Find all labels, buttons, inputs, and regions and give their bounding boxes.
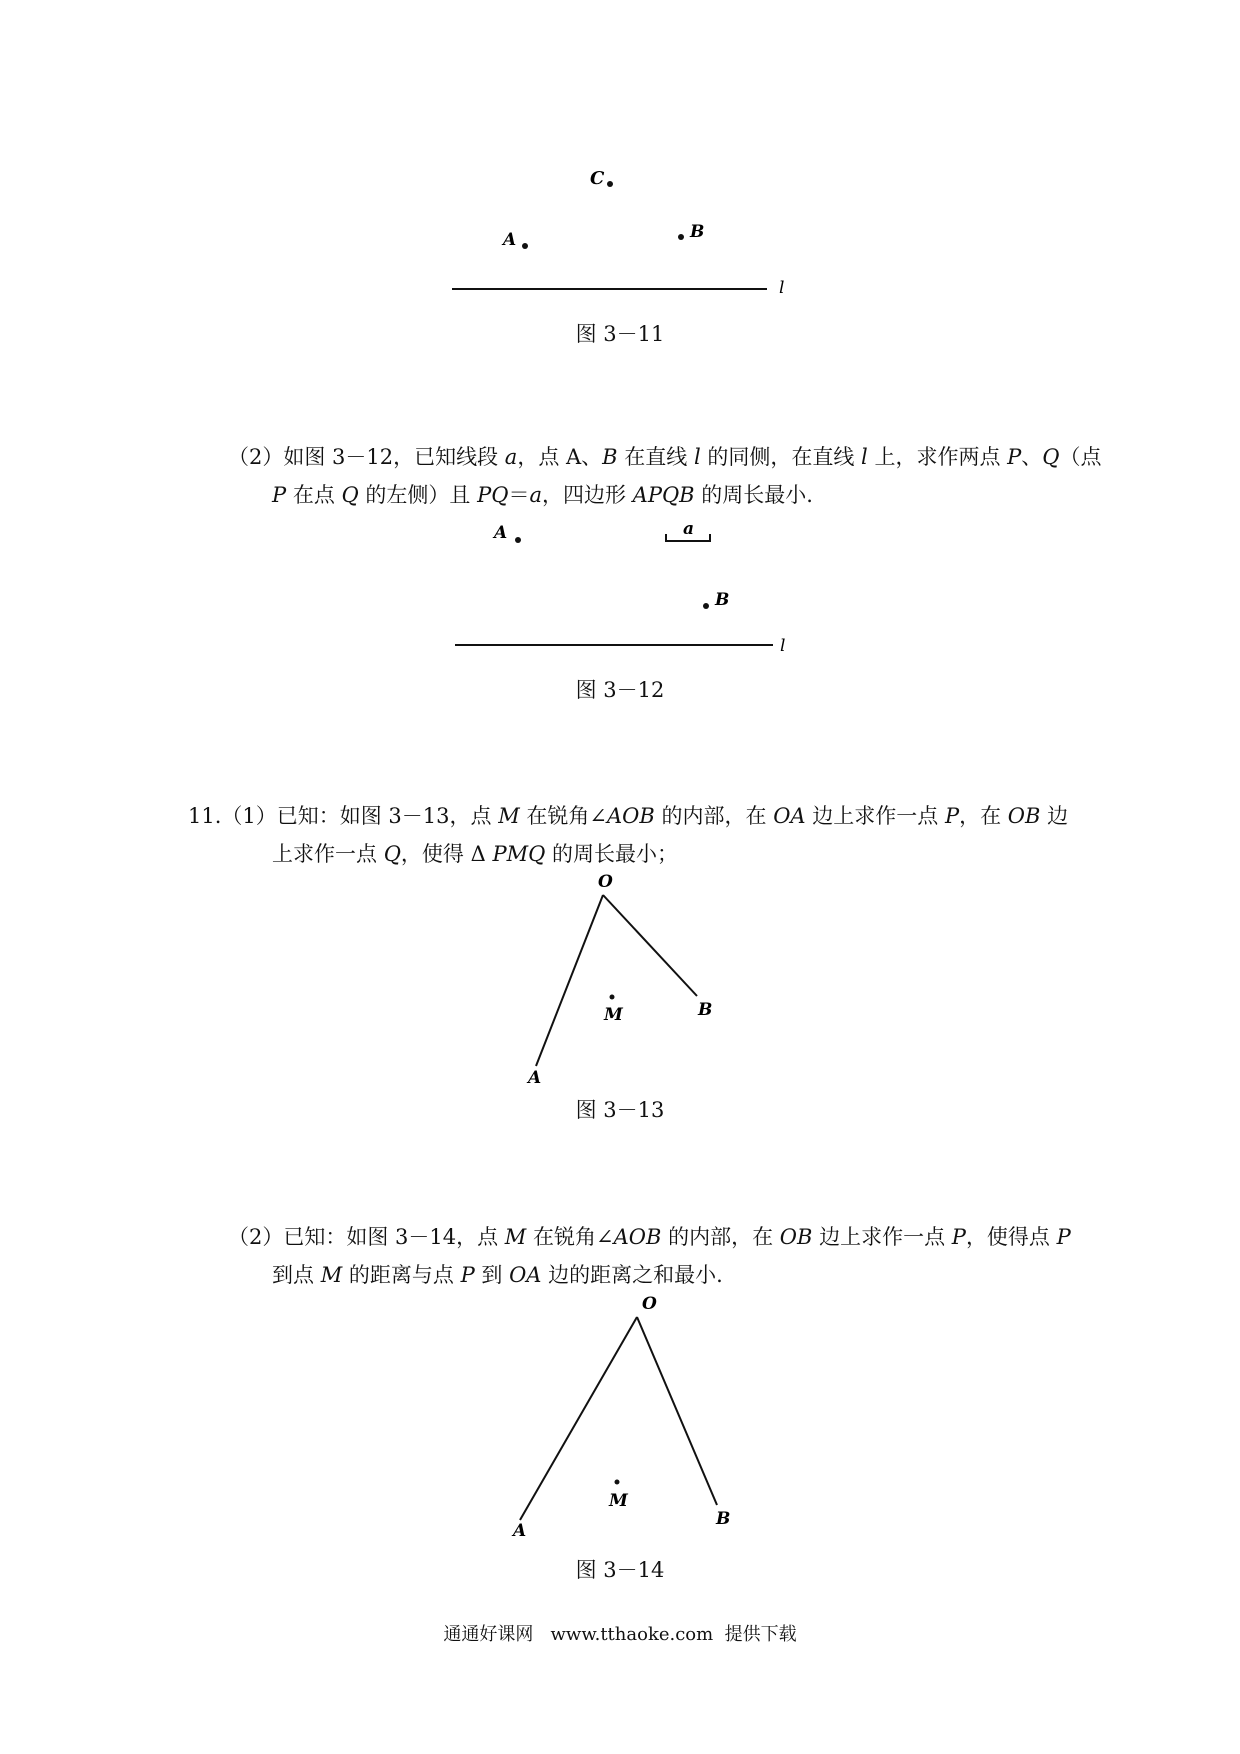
label-o: O: [642, 1294, 657, 1314]
text: 上求作一点: [272, 842, 384, 866]
text: ，点 A、: [517, 445, 603, 469]
text: 的左侧）且: [358, 483, 478, 507]
ray-oa: [520, 1317, 637, 1520]
text: ，使得 Δ: [400, 842, 493, 866]
ray-oa: [536, 895, 603, 1066]
label-a: A: [528, 1068, 542, 1088]
label-segment-a: a: [683, 519, 695, 539]
label-a: A: [503, 230, 517, 250]
text: （点: [1059, 445, 1102, 469]
caption-3-11: 图 3－11: [575, 322, 665, 346]
text: 在直线: [617, 445, 694, 469]
text: 边上求作一点: [812, 1225, 952, 1249]
label-m: M: [604, 1005, 623, 1025]
var-ob: OB: [1007, 804, 1041, 828]
var-p: P: [944, 804, 960, 828]
var-p: P: [460, 1263, 475, 1287]
var-aob: AOB: [613, 1225, 662, 1249]
ray-ob: [637, 1317, 717, 1505]
label-b: B: [698, 1000, 713, 1020]
label-l: l: [780, 636, 786, 656]
var-p: P: [951, 1225, 966, 1249]
question-11-2-line1: [228, 1218, 1071, 1256]
var-m: M: [320, 1263, 343, 1287]
point-a: [515, 537, 521, 543]
caption-3-13: 图 3－13: [575, 1098, 665, 1122]
label-b: B: [716, 1509, 731, 1529]
var-q: Q: [341, 483, 359, 507]
var-pq: PQ: [477, 483, 509, 507]
question-10-2-line2: [272, 476, 813, 514]
var-pmq: PMQ: [492, 842, 546, 866]
label-c: C: [590, 168, 605, 189]
label-l: l: [779, 278, 785, 298]
ray-ob: [603, 895, 697, 996]
var-p: P: [272, 483, 287, 507]
text: 在锐角∠: [519, 804, 607, 828]
var-oa: OA: [509, 1263, 542, 1287]
point-c: [607, 181, 613, 187]
var-p: P: [1056, 1225, 1071, 1249]
text: 的周长最小.: [694, 483, 813, 507]
var-aob: AOB: [607, 804, 655, 828]
question-11-2-line2: [272, 1256, 723, 1294]
var-oa: OA: [773, 804, 806, 828]
text: 的内部，在: [661, 1225, 780, 1249]
text: 在锐角∠: [526, 1225, 614, 1249]
point-m: [610, 995, 615, 1000]
label-a: A: [513, 1521, 527, 1540]
text: 上，求作两点: [867, 445, 1008, 469]
var-ob: OB: [779, 1225, 813, 1249]
point-b: [678, 234, 684, 240]
var-q: Q: [1042, 445, 1060, 469]
point-b: [703, 603, 709, 609]
text: ＝: [508, 483, 530, 507]
text: 边上求作一点: [805, 804, 945, 828]
var-l: l: [861, 445, 868, 469]
caption-3-12: 图 3－12: [575, 678, 665, 702]
text: 、: [1021, 445, 1043, 469]
figure-3-14: [0, 1290, 1240, 1540]
question-10-2-line1: [228, 438, 1101, 476]
figure-3-11: [0, 0, 1240, 320]
caption-3-14: 图 3－14: [575, 1558, 665, 1582]
text: （2）如图 3－12，已知线段: [228, 445, 505, 469]
var-q: Q: [383, 842, 401, 866]
text: 在点: [286, 483, 342, 507]
text: 的周长最小；: [545, 842, 678, 866]
label-a: A: [494, 523, 508, 543]
label-b: B: [715, 590, 730, 610]
text: 到点: [272, 1263, 321, 1287]
text: 边的距离之和最小.: [541, 1263, 723, 1287]
question-11-1-line1: [188, 797, 1068, 835]
point-m: [615, 1480, 620, 1485]
var-p: P: [1007, 445, 1022, 469]
var-m: M: [504, 1225, 527, 1249]
text: 的距离与点: [342, 1263, 461, 1287]
text: 到: [474, 1263, 510, 1287]
text: 的内部，在: [654, 804, 774, 828]
text: （2）已知：如图 3－14，点: [228, 1225, 505, 1249]
var-a: a: [504, 445, 518, 469]
label-o: O: [598, 872, 613, 892]
label-m: M: [609, 1491, 628, 1511]
var-a: a: [529, 483, 542, 507]
figure-3-13: [0, 860, 1240, 1100]
footer: [0, 1620, 1240, 1646]
point-a: [522, 243, 528, 249]
text: 11.（1）已知：如图 3－13，点: [188, 804, 499, 828]
label-b: B: [690, 222, 705, 242]
var-apqb: APQB: [632, 483, 695, 507]
text: ，使得点: [965, 1225, 1057, 1249]
var-m: M: [498, 804, 520, 828]
text: ，四边形: [541, 483, 633, 507]
figure-3-12: [0, 510, 1240, 670]
var-l: l: [693, 445, 701, 469]
var-b: B: [602, 445, 618, 469]
text: 边: [1040, 804, 1069, 828]
text: 的同侧，在直线: [700, 445, 862, 469]
footer-text: 通通好课网 www.tthaoke.com 提供下载: [443, 1624, 797, 1645]
text: ，在: [959, 804, 1008, 828]
